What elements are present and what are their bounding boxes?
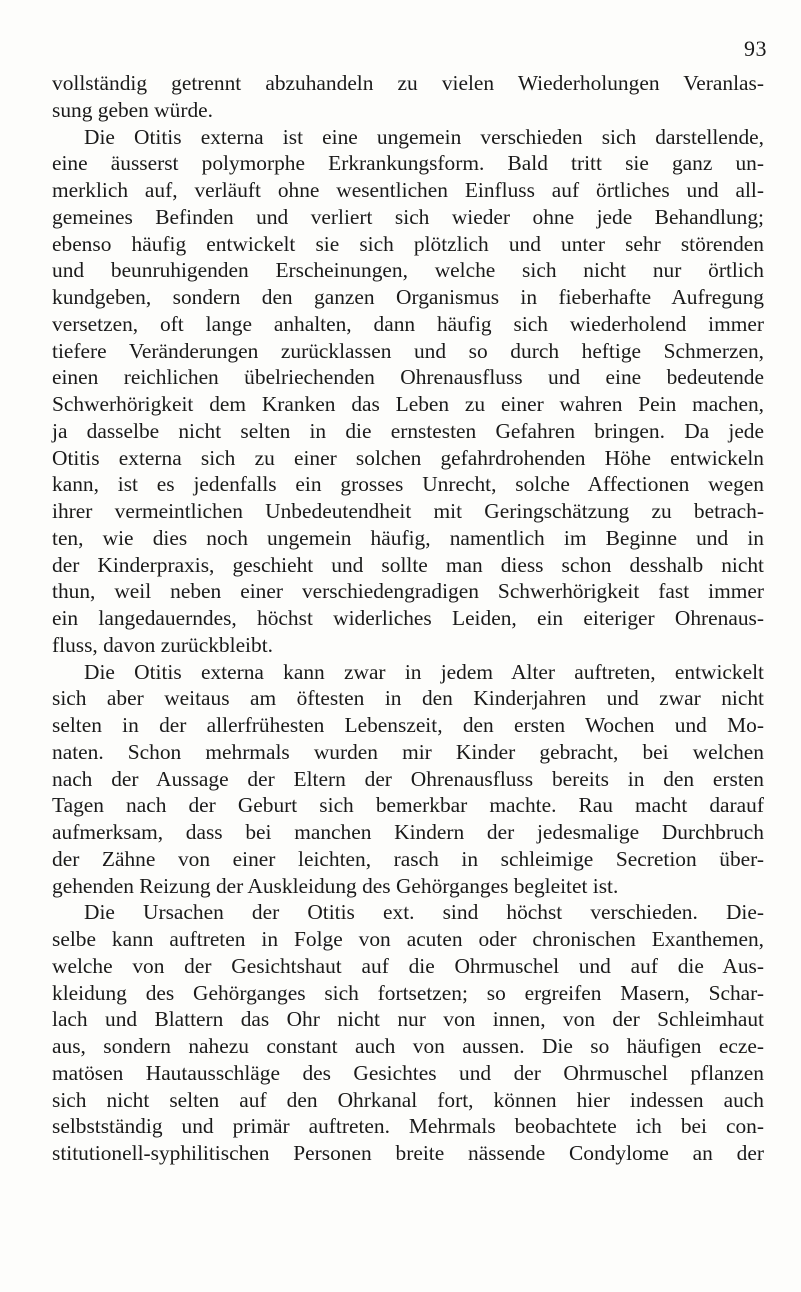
text-line: ten, wie dies noch ungemein häufig, namentlich im Beginne und in [52,525,764,550]
text-line: naten. Schon mehrmals wurden mir Kinder gebracht, bei welchen [52,739,764,764]
text-line: Die Ursachen der Otitis ext. sind höchst verschieden. Die- [84,900,764,925]
text-line: kleidung des Gehörganges sich fortsetzen; so ergreifen Masern, Schar- [52,980,764,1005]
text-line: lach und Blattern das Ohr nicht nur von innen, von der Schleimhaut [52,1007,764,1032]
text-line: gehenden Reizung der Auskleidung des Gehörganges begleitet ist. [52,873,619,898]
text-line: gemeines Befinden und verliert sich wieder ohne jede Behandlung; [52,204,764,229]
text-line: versetzen, oft lange anhalten, dann häufig sich wiederholend immer [52,311,764,336]
text-line: tiefere Veränderungen zurücklassen und so durch heftige Schmerzen, [52,338,764,363]
text-line: kann, ist es jedenfalls ein grosses Unrecht, solche Affectionen wegen [52,472,764,497]
text-line: sung geben würde. [52,97,213,122]
text-line: der Zähne von einer leichten, rasch in schleimige Secretion über- [52,846,764,871]
text-line: sich aber weitaus am öftesten in den Kinderjahren und zwar nicht [52,686,764,711]
text-line: und beunruhigenden Erscheinungen, welche sich nicht nur örtlich [52,258,764,283]
text-line: sich nicht selten auf den Ohrkanal fort, können hier indessen auch [52,1087,764,1112]
text-line: Die Otitis externa kann zwar in jedem Alter auftreten, entwickelt [84,659,764,684]
text-line: Tagen nach der Geburt sich bemerkbar machte. Rau macht darauf [52,793,764,818]
text-line: selbstständig und primär auftreten. Mehrmals beobachtete ich bei con- [52,1114,764,1139]
text-line: aus, sondern nahezu constant auch von aussen. Die so häufigen ecze- [52,1034,764,1058]
body-text [52,70,764,1167]
text-line: merklich auf, verläuft ohne wesentlichen Einfluss auf örtliches und all- [52,178,764,202]
text-line: ein langedauerndes, höchst widerliches Leiden, ein eiteriger Ohrenaus- [52,606,764,630]
text-line: aufmerksam, dass bei manchen Kindern der jedesmalige Durchbruch [52,820,764,844]
text-line: fluss, davon zurückbleibt. [52,632,273,657]
text-line: kundgeben, sondern den ganzen Organismus in fieberhafte Aufregung [52,285,764,309]
text-line: ja dasselbe nicht selten in die ernstesten Gefahren bringen. Da jede [52,418,764,443]
text-line: selbe kann auftreten in Folge von acuten oder chronischen Exanthemen, [52,927,764,951]
text-line: Die Otitis externa ist eine ungemein verschieden sich darstellende, [84,124,764,149]
text-line: stitutionell-syphilitischen Personen breite nässende Condylome an der [52,1141,764,1165]
text-line: Otitis externa sich zu einer solchen gefahrdrohenden Höhe entwickeln [52,445,764,470]
text-line: thun, weil neben einer verschiedengradigen Schwerhörigkeit fast immer [52,579,764,604]
text-line: ihrer vermeintlichen Unbedeutendheit mit Geringschätzung zu betrach- [52,499,764,523]
text-line: einen reichlichen übelriechenden Ohrenausfluss und eine bedeutende [52,365,764,390]
text-line: der Kinderpraxis, geschieht und sollte man diess schon desshalb nicht [52,552,764,577]
text-line: vollständig getrennt abzuhandeln zu vielen Wiederholungen Veranlas- [52,71,764,95]
text-line: selten in der allerfrühesten Lebenszeit, den ersten Wochen und Mo- [52,713,764,737]
text-line: matösen Hautausschläge des Gesichtes und der Ohrmuschel pflanzen [52,1060,764,1085]
text-line: Schwerhörigkeit dem Kranken das Leben zu einer wahren Pein machen, [52,392,764,416]
text-line: nach der Aussage der Eltern der Ohrenausfluss bereits in den ersten [52,766,764,791]
text-line: welche von der Gesichtshaut auf die Ohrmuschel und auf die Aus- [52,953,764,978]
text-line: eine äusserst polymorphe Erkrankungsform. Bald tritt sie ganz un- [52,151,764,176]
page-number: 93 [744,36,767,61]
text-line: ebenso häufig entwickelt sie sich plötzlich und unter sehr störenden [52,231,764,256]
